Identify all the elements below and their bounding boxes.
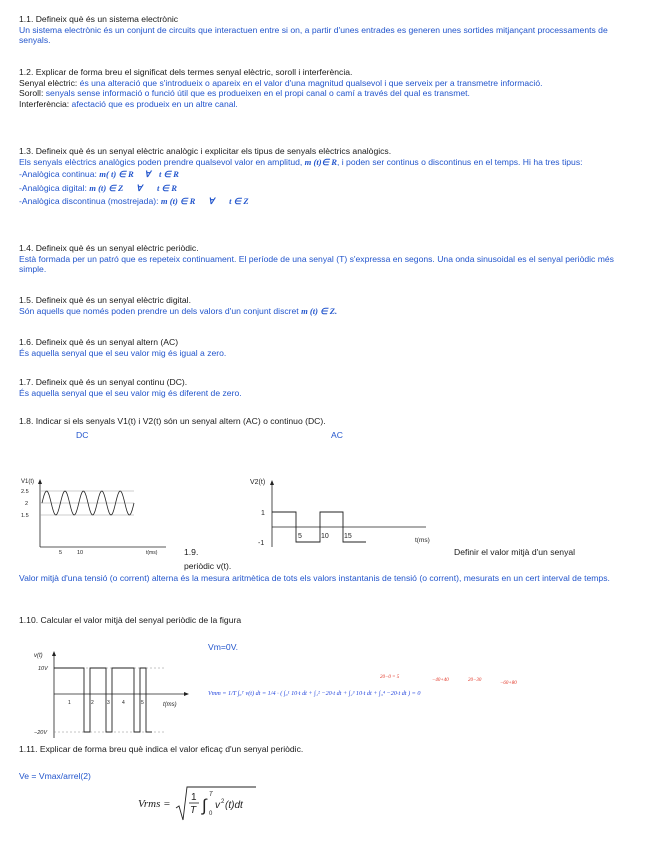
graph-v2-tick-minus1: -1 [258,540,265,547]
term-senyal: Senyal elèctric: [19,77,80,88]
answer-v2-ac: AC [331,430,343,440]
svg-text:∫: ∫ [201,796,207,815]
graph-v1-tick-15: 1.5 [21,513,29,519]
section-1-8 [19,416,619,427]
graph-v2-tick-10: 10 [321,533,329,540]
section-1-2 [19,67,619,109]
type-discontinua-math: m (t) ∈ R ∀ t ∈ Z [160,196,249,207]
svg-text:0: 0 [208,811,212,817]
term-soroll: Soroll: [19,88,46,99]
type-digital [19,183,619,194]
type-discontinua-label: -Analògica discontinua (mostrejada): [19,196,161,207]
answer-1-3 [19,157,619,168]
graph-v2-ylabel: V2(t) [250,479,266,486]
graph-v1-tick-10: 10 [77,550,84,556]
section-1-4 [19,243,619,275]
type-discontinua [19,196,619,207]
graph-v2 [248,474,444,552]
question-1-9: Definir el valor mitjà d'un senyal [454,547,576,557]
definition-soroll [19,88,619,99]
question-1-8: 1.8. Indicar si els senyals V1(t) i V2(t) són un senyal altern (AC) o continuo (DC). [19,416,326,426]
section-1-10 [19,615,619,626]
svg-text:1: 1 [190,792,197,803]
question-1-7: 1.7. Defineix què és un senyal continu (DC). [19,377,188,387]
question-1-1: 1.1. Defineix què és un sistema electrònic [19,14,179,24]
question-1-11: 1.11. Explicar de forma breu què indica el valor eficaç d'un senyal periòdic. [19,744,304,754]
answer-1-4: Està formada per un patró que es repeteix continuament. El període de una senyal (T) s'expressa en segons. Una onda sinusoidal es el senyal periòdic més simple. [19,253,614,275]
graph-1-10-yaxis-arrow [52,651,56,656]
section-1-3 [19,146,619,207]
section-1-1 [19,14,619,46]
graph-v2-yaxis-arrow [270,480,274,485]
graph-v1-tick-5: 5 [59,550,63,556]
definition-interferencia [19,99,619,110]
type-continua-label: -Analògica continua: [19,169,100,180]
answer-1-3-text: Els senyals elèctrics analògics poden prendre qualsevol valor en amplitud, [19,156,305,167]
question-1-6: 1.6. Defineix què és un senyal altern (AC) [19,337,179,347]
svg-text:T: T [208,792,213,798]
term-interferencia: Interferència: [19,98,72,109]
graph-v1-ylabel: V1(t) [21,479,35,485]
graph-v2-tick-15: 15 [344,533,352,540]
type-continua [19,169,619,180]
formula-rms-expression [175,784,257,824]
note-3: 20−30 [468,678,482,683]
graph-v1-yaxis-arrow [38,479,42,484]
note-4: −60+80 [500,681,517,686]
question-1-3: 1.3. Defineix què és un senyal elèctric analògic i explicitar els tipus de senyals elèctrics analògics. [19,146,392,156]
answer-1-5-text: Són aquells que només poden prendre un dels valors d'un conjunt discret [19,305,302,316]
graph-v1-tick-2: 2 [25,501,29,507]
svg-text:T: T [189,805,196,816]
question-1-2: 1.2. Explicar de forma breu el significat dels termes senyal elèctric, soroll i interferència. [19,67,353,77]
formula-rms-lhs: Vrms = [138,797,171,810]
svg-text:v: v [214,800,220,811]
graph-v2-tick-5: 5 [298,533,302,540]
section-1-11 [19,744,619,755]
answer-1-3-text-end: , i poden ser continus o discontinus en el temps. Hi ha tres tipus: [336,156,583,167]
graph-1-10-tick-1: 1 [68,700,71,706]
answer-senyal: és una alteració que s'introdueix o apareix en el valor d'una magnitud qualsevol i que serveix per a transmetre informació. [79,77,543,88]
question-1-9-continued: periòdic v(t). [184,561,232,571]
section-1-7 [19,377,619,398]
answer-v1-dc: DC [76,430,89,440]
graph-v2-xlabel: t(ms) [415,537,430,544]
answer-interferencia: afectació que es produeix en un altre canal. [71,98,238,109]
answer-1-5 [19,306,619,317]
section-1-5 [19,295,619,316]
answer-1-6: És aquella senyal que el seu valor mig és igual a zero. [19,347,227,358]
note-1: 20−0 = 5 [380,675,400,680]
definition-senyal [19,78,619,89]
note-2: −40+40 [432,678,449,683]
graph-1-10-tick-3: 3 [107,700,110,706]
graph-1-10-tick-2: 2 [91,700,94,706]
section-1-6 [19,337,619,358]
graph-1-10-tick-5: 5 [141,700,144,706]
answer-1-9: Valor mitjà d'una tensió (o corrent) alterna és la mesura aritmètica de tots els valors instantanis de tensió (o corrent), mesurats en un cert interval de temps. [19,573,610,583]
answer-1-3-math: m (t)∈ R [304,156,337,167]
graph-v1 [16,474,176,558]
type-digital-label: -Analògica digital: [19,182,90,193]
graph-v2-tick-1: 1 [261,510,265,517]
type-continua-math: m( t) ∈ R ∀ t ∈ R [99,169,179,180]
question-1-10: 1.10. Calcular el valor mitjà del senyal periòdic de la figura [19,615,242,625]
graph-v1-tick-25: 2.5 [21,489,29,495]
graph-1-10-xlabel: t(ms) [163,702,177,708]
graph-1-10 [16,648,196,740]
answer-1-11: Ve = Vmax/arrel(2) [19,771,91,781]
answer-1-10: Vm=0V. [208,642,239,652]
answer-1-1: Un sistema electrònic és un conjunt de circuits que interactuen entre si on, a partir d'unes entrades es generen unes sortides mitjançant processaments de senyals. [19,24,608,46]
graph-1-10-ylabel: v(t) [34,653,43,659]
formula-mean-value: Vmm = 1/T ∫₀ᵀ v(t) dt = 1/4 · ( ∫₀¹ 10·t dt + ∫₁² −20·t dt + ∫₂³ 10·t dt + ∫₃⁴ −20·t dt ) = 0 [208,690,421,697]
graph-1-10-xaxis-arrow [184,692,189,696]
formula-rms [138,784,257,824]
svg-text:2: 2 [220,799,224,805]
graph-1-10-tick-10v: 10V [38,666,48,672]
svg-text:(t)dt: (t)dt [224,800,243,811]
question-1-5: 1.5. Defineix què és un senyal elèctric digital. [19,295,191,305]
graph-v1-xlabel: t(ms) [146,550,158,556]
graph-1-10-tick-4: 4 [122,700,125,706]
question-1-9-number: 1.9. [184,547,199,557]
type-digital-math: m (t) ∈ Z ∀ t ∈ R [89,182,177,193]
answer-1-5-math: m (t) ∈ Z. [301,305,338,316]
answer-soroll: senyals sense informació o funció útil que es produeixen en el propi canal o camí a través del qual es transmet. [45,88,470,99]
question-1-4: 1.4. Defineix què és un senyal elèctric periòdic. [19,243,199,253]
answer-1-7: És aquella senyal que el seu valor mig és diferent de zero. [19,387,242,398]
graph-1-10-tick-20v: −20V [34,730,47,736]
